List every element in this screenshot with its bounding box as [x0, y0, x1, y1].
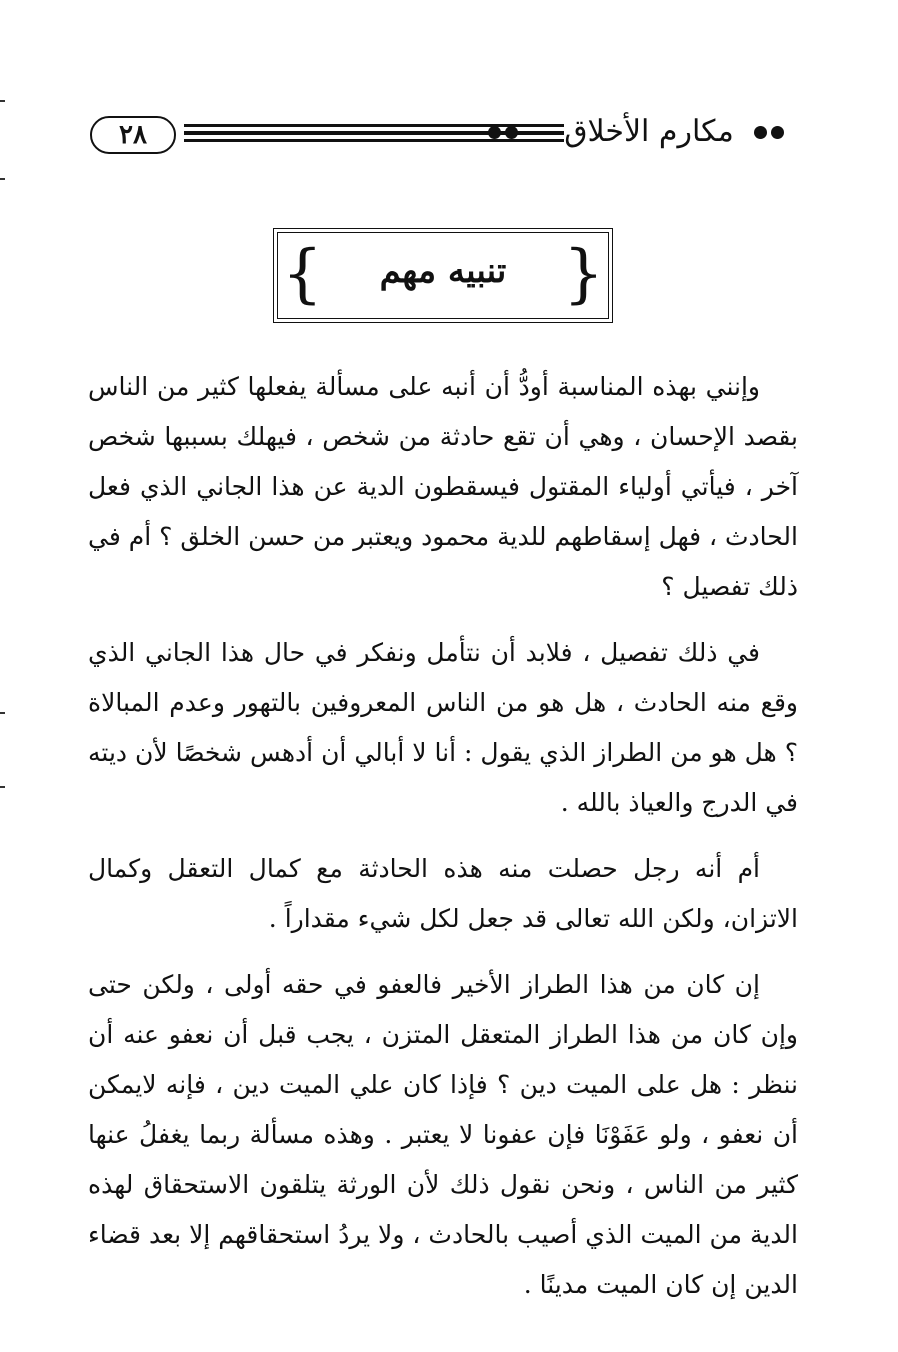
- header-rule: [184, 139, 564, 142]
- right-bracket-ornament: }: [563, 237, 604, 311]
- margin-mark: [0, 100, 5, 102]
- margin-mark: [0, 178, 5, 180]
- section-heading-frame: [273, 228, 613, 323]
- ornament-dots: [754, 126, 784, 139]
- paragraph: وإنني بهذه المناسبة أودُّ أن أنبه على مسألة يفعلها كثير من الناس بقصد الإحسان ، وهي أن تقع حادثة من شخص ، فيهلك بسببها شخص آخر ، فيأتي أولياء المقتول فيسقطون الدية عن هذا الجاني الذي فعل الحادث ، فهل إسقاطهم للدية محمود ويعتبر من حسن الخلق ؟ أم في ذلك تفصيل ؟: [88, 372, 798, 601]
- paragraph: إن كان من هذا الطراز الأخير فالعفو في حقه أولى ، ولكن حتى وإن كان من هذا الطراز المتعقل المتزن ، يجب قبل أن نعفو عنه أن ننظر : هل على الميت دين ؟ فإذا كان علي الميت دين ، فإنه لايمكن أن نعفو ، ولو عَفَوْنَا فإن عفونا لا يعتبر . وهذه مسألة ربما يغفلُ عنها كثير من الناس ، ونحن نقول ذلك لأن الورثة يتلقون الاستحقاق لهذه الدية من الميت الذي أصيب بالحادث ، ولا يردُ استحقاقهم إلا بعد قضاء الدين إن كان الميت مدينًا .: [88, 970, 799, 1299]
- page-number: ٢٨: [119, 120, 147, 150]
- ornament-dots: [488, 126, 518, 139]
- page-header: [88, 110, 798, 162]
- margin-mark: [0, 786, 5, 788]
- page-number-badge: [90, 116, 176, 154]
- margin-mark: [0, 712, 5, 714]
- left-bracket-ornament: {: [282, 237, 323, 311]
- paragraph: أم أنه رجل حصلت منه هذه الحادثة مع كمال التعقل وكمال الاتزان، ولكن الله تعالى قد جعل لكل شيء مقداراً .: [88, 854, 798, 933]
- paragraph: في ذلك تفصيل ، فلابد أن نتأمل ونفكر في حال هذا الجاني الذي وقع منه الحادث ، هل هو من الناس المعروفين بالتهور وعدم المبالاة ؟ هل هو من الطراز الذي يقول : أنا لا أبالي أن أدهس شخصًا لأن ديته في الدرج والعياذ بالله .: [88, 638, 798, 817]
- body-text: [88, 362, 798, 1326]
- book-title: مكارم الأخلاق: [564, 114, 734, 149]
- section-heading: تنبيه مهم: [379, 251, 507, 291]
